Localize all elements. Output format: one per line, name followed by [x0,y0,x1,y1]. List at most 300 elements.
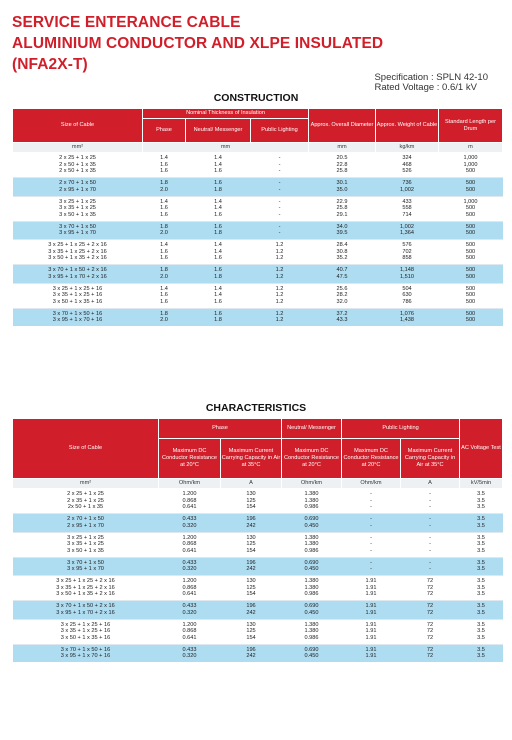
characteristics-value-phase_res: 0.433 [182,646,197,653]
characteristics-value-public_res: - [370,522,372,529]
char-unit-size: mm² [13,479,159,489]
construction-value-public: 1.2 [275,273,284,280]
characteristics-cell-size [13,489,159,514]
char-col-public-lighting: Public Lighting [342,419,460,439]
construction-row-group [13,283,503,308]
characteristics-value-phase_res: 0.868 [182,497,197,504]
characteristics-value-neutral_res: 1.380 [304,497,319,504]
construction-row-group [13,308,503,326]
construction-cell-size [13,196,143,221]
characteristics-cell-ac [460,489,503,514]
construction-value-size: 2 x 95 + 1 x 70 [59,186,96,193]
characteristics-value-ac: 3.5 [477,646,485,653]
construction-cell-phase [143,153,186,178]
construction-cell-neutral [186,196,251,221]
characteristics-value-ac: 3.5 [477,534,485,541]
construction-value-phase: 1.4 [160,198,168,205]
characteristics-cell-size [13,532,159,557]
characteristics-cell-ac [460,514,503,532]
construction-value-public: 1.2 [275,298,284,305]
characteristics-value-ac: 3.5 [477,504,485,511]
construction-cell-neutral [186,221,251,239]
characteristics-cell-ac [460,619,503,644]
characteristics-value-public_cur: 72 [426,646,434,653]
construction-cell-neutral [186,265,251,283]
characteristics-heading: CHARACTERISTICS [205,402,307,414]
construction-value-size: 2 x 50 + 1 x 35 [59,161,96,168]
construction-row-group [13,265,503,283]
characteristics-value-neutral_res: 0.690 [304,603,319,610]
construction-value-diameter: 28.4 [336,242,348,249]
characteristics-cell-public_res [342,619,401,644]
construction-value-diameter: 35.2 [336,255,348,262]
characteristics-value-ac: 3.5 [477,634,485,641]
construction-value-length: 1,000 [463,198,478,205]
construction-value-diameter: 25.8 [336,168,348,175]
characteristics-value-size: 3 x 35 + 1 x 25 + 16 [60,628,111,635]
construction-value-phase: 1.6 [160,211,168,218]
col-overall-diameter: Approx. Overall Diameter [309,109,376,143]
construction-cell-phase [143,308,186,326]
construction-row-group [13,240,503,265]
characteristics-value-size: 2 x 25 + 1 x 25 [67,491,104,497]
characteristics-cell-public_cur [401,489,460,514]
construction-value-weight: 526 [402,168,412,175]
characteristics-value-public_cur: 72 [426,628,434,635]
characteristics-value-public_cur: - [429,541,431,548]
construction-value-weight: 786 [402,298,412,305]
characteristics-value-neutral_res: 1.380 [304,584,319,591]
construction-value-weight: 702 [402,248,412,255]
construction-cell-diameter [309,153,376,178]
construction-value-size: 3 x 50 + 1 x 35 [59,211,96,218]
construction-value-diameter: 47.5 [336,273,348,280]
construction-value-length: 1,000 [463,161,478,168]
construction-value-diameter: 22.9 [336,198,348,205]
construction-row-group [13,178,503,196]
characteristics-cell-public_res [342,576,401,601]
construction-cell-diameter [309,240,376,265]
construction-value-length: 500 [465,255,476,262]
characteristics-value-phase_cur: 196 [246,516,256,523]
characteristics-value-phase_res: 0.868 [182,628,197,635]
construction-cell-public [251,153,309,178]
characteristics-value-phase_cur: 154 [246,634,256,641]
characteristics-value-phase_res: 0.641 [182,634,197,641]
construction-value-diameter: 37.2 [336,310,348,317]
construction-value-weight: 1,076 [400,310,414,317]
construction-value-phase: 2.0 [160,230,168,237]
unit-weight: kg/km [376,143,439,153]
construction-cell-public [251,265,309,283]
characteristics-value-phase_res: 0.433 [182,603,197,610]
construction-cell-weight [376,265,439,283]
construction-value-weight: 1,364 [400,230,414,237]
characteristics-value-phase_cur: 196 [246,559,256,566]
construction-value-public: - [278,186,281,193]
construction-value-diameter: 30.8 [336,248,348,255]
characteristics-cell-public_cur [401,619,460,644]
characteristics-value-phase_res: 0.433 [182,516,197,523]
construction-value-diameter: 29.1 [336,211,348,218]
characteristics-cell-public_res [342,489,401,514]
characteristics-value-phase_res: 0.641 [182,591,197,598]
characteristics-value-public_cur: 72 [426,591,434,598]
construction-value-neutral: 1.4 [214,248,222,255]
construction-value-weight: 1,002 [400,223,414,230]
characteristics-row-group [13,601,503,619]
characteristics-cell-neutral_res [282,557,342,575]
characteristics-cell-ac [460,532,503,557]
construction-value-diameter: 20.5 [336,155,348,161]
characteristics-value-size: 3 x 35 + 1 x 25 [67,541,104,548]
characteristics-cell-phase_res [159,489,221,514]
characteristics-value-public_res: 1.91 [365,609,377,616]
characteristics-value-public_cur: 72 [426,634,434,641]
characteristics-cell-neutral_res [282,576,342,601]
characteristics-value-phase_res: 1.200 [182,491,197,497]
characteristics-value-public_res: 1.91 [365,578,377,585]
characteristics-value-neutral_res: 0.986 [304,547,319,554]
characteristics-value-phase_cur: 242 [246,566,256,573]
characteristics-cell-phase_res [159,532,221,557]
characteristics-value-public_cur: - [429,491,431,497]
construction-value-length: 500 [465,273,476,280]
characteristics-cell-phase_cur [221,532,282,557]
construction-value-size: 2 x 50 + 1 x 35 [59,168,96,175]
construction-value-neutral: 1.6 [214,267,222,274]
construction-cell-neutral [186,283,251,308]
characteristics-value-neutral_res: 0.986 [304,504,319,511]
construction-value-diameter: 39.5 [336,230,348,237]
characteristics-value-public_res: 1.91 [365,634,377,641]
construction-value-public: - [278,180,281,187]
characteristics-value-neutral_res: 1.380 [304,628,319,635]
construction-value-phase: 2.0 [160,186,168,193]
characteristics-value-public_res: - [370,497,372,504]
characteristics-cell-size [13,514,159,532]
characteristics-value-public_cur: 72 [426,603,434,610]
construction-value-diameter: 25.6 [336,285,348,292]
characteristics-value-ac: 3.5 [477,621,485,628]
construction-cell-diameter [309,178,376,196]
col-weight: Approx. Weight of Cable [376,109,439,143]
construction-value-diameter: 35.0 [336,186,348,193]
construction-value-length: 500 [465,248,476,255]
characteristics-value-neutral_res: 0.986 [304,634,319,641]
characteristics-value-phase_cur: 242 [246,609,256,616]
characteristics-value-phase_cur: 130 [246,491,256,497]
characteristics-value-phase_cur: 125 [246,584,256,591]
construction-value-length: 500 [465,205,476,212]
characteristics-value-public_cur: - [429,516,431,523]
characteristics-value-public_cur: - [429,547,431,554]
characteristics-cell-phase_res [159,619,221,644]
construction-cell-public [251,221,309,239]
construction-value-public: 1.2 [275,248,284,255]
characteristics-value-public_res: 1.91 [365,591,377,598]
characteristics-value-phase_cur: 196 [246,646,256,653]
characteristics-cell-public_cur [401,644,460,662]
characteristics-value-neutral_res: 0.450 [304,653,319,660]
construction-cell-weight [376,178,439,196]
characteristics-cell-size [13,557,159,575]
char-col-phase: Phase [159,419,282,439]
characteristics-value-public_res: - [370,541,372,548]
construction-cell-diameter [309,221,376,239]
construction-cell-weight [376,240,439,265]
construction-cell-neutral [186,308,251,326]
construction-value-weight: 576 [402,242,412,249]
construction-cell-neutral [186,178,251,196]
construction-value-public: 1.2 [275,310,284,317]
characteristics-value-phase_res: 0.320 [182,566,197,573]
characteristics-value-size: 3 x 35 + 1 x 25 + 2 x 16 [56,584,115,591]
characteristics-cell-phase_res [159,514,221,532]
characteristics-cell-neutral_res [282,644,342,662]
construction-cell-size [13,178,143,196]
characteristics-value-ac: 3.5 [477,603,485,610]
characteristics-value-phase_cur: 154 [246,547,256,554]
characteristics-cell-phase_res [159,644,221,662]
characteristics-value-size: 3 x 50 + 1 x 35 + 2 x 16 [56,591,115,598]
characteristics-value-phase_cur: 130 [246,534,256,541]
characteristics-cell-ac [460,557,503,575]
characteristics-value-neutral_res: 0.690 [304,646,319,653]
construction-value-public: 1.2 [275,242,284,249]
construction-value-neutral: 1.6 [214,298,222,305]
characteristics-row-group [13,532,503,557]
characteristics-value-size: 3 x 25 + 1 x 25 + 2 x 16 [56,578,115,585]
construction-value-neutral: 1.6 [214,211,222,218]
construction-cell-weight [376,308,439,326]
construction-cell-length [439,221,503,239]
characteristics-value-phase_res: 0.320 [182,609,197,616]
construction-value-size: 3 x 95 + 1 x 70 [59,230,96,237]
construction-cell-diameter [309,308,376,326]
characteristics-cell-neutral_res [282,532,342,557]
construction-cell-phase [143,221,186,239]
characteristics-value-public_cur: - [429,497,431,504]
characteristics-value-neutral_res: 0.986 [304,591,319,598]
construction-cell-public [251,283,309,308]
construction-value-neutral: 1.4 [214,205,222,212]
characteristics-value-neutral_res: 1.380 [304,541,319,548]
characteristics-value-ac: 3.5 [477,559,485,566]
construction-value-length: 500 [465,267,476,274]
construction-value-length: 500 [465,168,476,175]
characteristics-value-ac: 3.5 [477,609,485,616]
title-line-2: ALUMINIUM CONDUCTOR AND XLPE INSULATED [12,35,384,52]
construction-value-weight: 1,002 [400,186,414,193]
spec-block [374,73,488,93]
characteristics-value-neutral_res: 0.690 [304,559,319,566]
unit-diameter: mm [309,143,376,153]
characteristics-cell-phase_cur [221,644,282,662]
construction-value-phase: 1.6 [160,168,168,175]
construction-value-size: 3 x 35 + 1 x 25 + 16 [52,292,103,299]
construction-value-neutral: 1.8 [214,273,222,280]
characteristics-value-public_res: 1.91 [365,628,377,635]
characteristics-value-public_cur: - [429,504,431,511]
characteristics-value-ac: 3.5 [477,541,485,548]
specification-text: Specification : SPLN 42-10 [374,72,488,83]
characteristics-value-ac: 3.5 [477,584,485,591]
construction-value-length: 500 [465,180,476,187]
char-unit-phase-cur: A [221,479,282,489]
characteristics-value-ac: 3.5 [477,522,485,529]
characteristics-value-neutral_res: 0.450 [304,522,319,529]
char-unit-phase-res: Ohm/km [159,479,221,489]
characteristics-value-public_cur: 72 [426,578,434,585]
construction-value-length: 500 [465,292,476,299]
construction-value-public: - [278,168,281,175]
construction-value-length: 500 [465,285,476,292]
characteristics-value-public_res: 1.91 [365,584,377,591]
characteristics-value-size: 3 x 70 + 1 x 50 [67,559,104,566]
characteristics-value-phase_res: 0.641 [182,547,197,554]
characteristics-value-ac: 3.5 [477,653,485,660]
characteristics-value-public_cur: 72 [426,621,434,628]
characteristics-value-ac: 3.5 [477,628,485,635]
construction-value-phase: 1.6 [160,292,168,299]
construction-cell-phase [143,240,186,265]
characteristics-cell-public_res [342,644,401,662]
construction-cell-diameter [309,283,376,308]
construction-value-public: - [278,223,281,230]
char-unit-ac: kV/5min [460,479,503,489]
characteristics-row-group [13,489,503,514]
construction-value-length: 500 [465,317,476,324]
construction-value-length: 500 [465,223,476,230]
construction-value-size: 3 x 25 + 1 x 25 [59,198,96,205]
characteristics-cell-public_res [342,557,401,575]
col-phase: Phase [143,119,186,143]
construction-value-neutral: 1.4 [214,161,222,168]
construction-value-neutral: 1.6 [214,223,222,230]
characteristics-cell-ac [460,644,503,662]
construction-value-phase: 1.6 [160,248,168,255]
characteristics-row-group [13,644,503,662]
construction-cell-size [13,240,143,265]
characteristics-cell-public_cur [401,532,460,557]
construction-row-group [13,196,503,221]
characteristics-value-size: 3 x 25 + 1 x 25 + 16 [60,621,111,628]
construction-value-phase: 1.6 [160,205,168,212]
construction-value-diameter: 43.3 [336,317,348,324]
construction-value-length: 500 [465,310,476,317]
characteristics-value-phase_cur: 154 [246,591,256,598]
construction-value-weight: 558 [402,205,412,212]
characteristics-value-public_res: - [370,491,372,497]
char-col-ac-voltage: AC Voltage Test [460,419,503,479]
construction-value-size: 3 x 50 + 1 x 35 + 2 x 16 [48,255,107,262]
characteristics-value-size: 2 x 70 + 1 x 50 [67,516,104,523]
characteristics-value-public_res: - [370,516,372,523]
construction-cell-length [439,265,503,283]
characteristics-value-public_res: - [370,547,372,554]
characteristics-cell-public_cur [401,557,460,575]
construction-value-public: - [278,230,281,237]
construction-value-phase: 1.4 [160,242,168,249]
construction-value-phase: 1.8 [160,223,168,230]
characteristics-value-phase_cur: 242 [246,522,256,529]
construction-cell-neutral [186,240,251,265]
char-col-public-max-dc: Maximum DC Conductor Resistance at 20°C [342,439,401,479]
construction-value-size: 3 x 70 + 1 x 50 + 16 [52,310,103,317]
characteristics-value-size: 3 x 50 + 1 x 35 [67,547,104,554]
construction-value-phase: 1.8 [160,310,168,317]
construction-value-diameter: 32.0 [336,298,348,305]
construction-cell-public [251,178,309,196]
construction-value-size: 2 x 70 + 1 x 50 [59,180,96,187]
characteristics-value-public_res: 1.91 [365,653,377,660]
characteristics-cell-neutral_res [282,619,342,644]
characteristics-value-public_res: 1.91 [365,603,377,610]
characteristics-value-public_res: - [370,559,372,566]
construction-value-neutral: 1.4 [214,285,222,292]
characteristics-value-size: 3 x 95 + 1 x 70 + 16 [60,653,111,660]
characteristics-value-phase_cur: 125 [246,541,256,548]
construction-table [12,108,503,326]
characteristics-value-size: 3 x 70 + 1 x 50 + 16 [60,646,111,653]
construction-value-length: 500 [465,186,476,193]
characteristics-value-public_cur: 72 [426,584,434,591]
characteristics-row-group [13,557,503,575]
characteristics-value-neutral_res: 1.380 [304,534,319,541]
construction-value-neutral: 1.8 [214,317,222,324]
construction-value-size: 2 x 25 + 1 x 25 [59,155,96,161]
construction-value-size: 3 x 95 + 1 x 70 + 16 [52,317,103,324]
characteristics-value-phase_res: 0.868 [182,541,197,548]
construction-value-phase: 1.4 [160,285,168,292]
characteristics-cell-size [13,619,159,644]
title-line-1: SERVICE ENTERANCE CABLE [12,14,241,31]
construction-value-size: 3 x 70 + 1 x 50 [59,223,96,230]
construction-value-diameter: 40.7 [336,267,348,274]
characteristics-cell-ac [460,601,503,619]
characteristics-value-public_cur: - [429,522,431,529]
construction-value-public: 1.2 [275,317,284,324]
characteristics-cell-phase_res [159,557,221,575]
construction-value-neutral: 1.6 [214,168,222,175]
construction-value-diameter: 30.1 [336,180,348,187]
construction-value-length: 500 [465,242,476,249]
characteristics-value-phase_cur: 130 [246,621,256,628]
characteristics-value-size: 3 x 95 + 1 x 70 [67,566,104,573]
characteristics-value-ac: 3.5 [477,591,485,598]
characteristics-value-phase_cur: 125 [246,497,256,504]
construction-value-weight: 1,438 [400,317,414,324]
construction-cell-phase [143,283,186,308]
characteristics-cell-phase_res [159,576,221,601]
characteristics-value-phase_res: 1.200 [182,534,197,541]
construction-value-size: 3 x 25 + 1 x 25 + 16 [52,285,103,292]
construction-cell-length [439,178,503,196]
characteristics-value-phase_res: 0.868 [182,584,197,591]
characteristics-cell-phase_cur [221,619,282,644]
construction-value-phase: 2.0 [160,317,168,324]
construction-cell-public [251,240,309,265]
char-unit-neutral-res: Ohm/km [282,479,342,489]
construction-value-phase: 1.6 [160,255,168,262]
construction-value-public: - [278,161,281,168]
characteristics-cell-public_res [342,532,401,557]
characteristics-cell-public_cur [401,514,460,532]
construction-value-weight: 736 [402,180,412,187]
characteristics-cell-phase_cur [221,557,282,575]
characteristics-value-size: 2 x 95 + 1 x 70 [67,522,104,529]
